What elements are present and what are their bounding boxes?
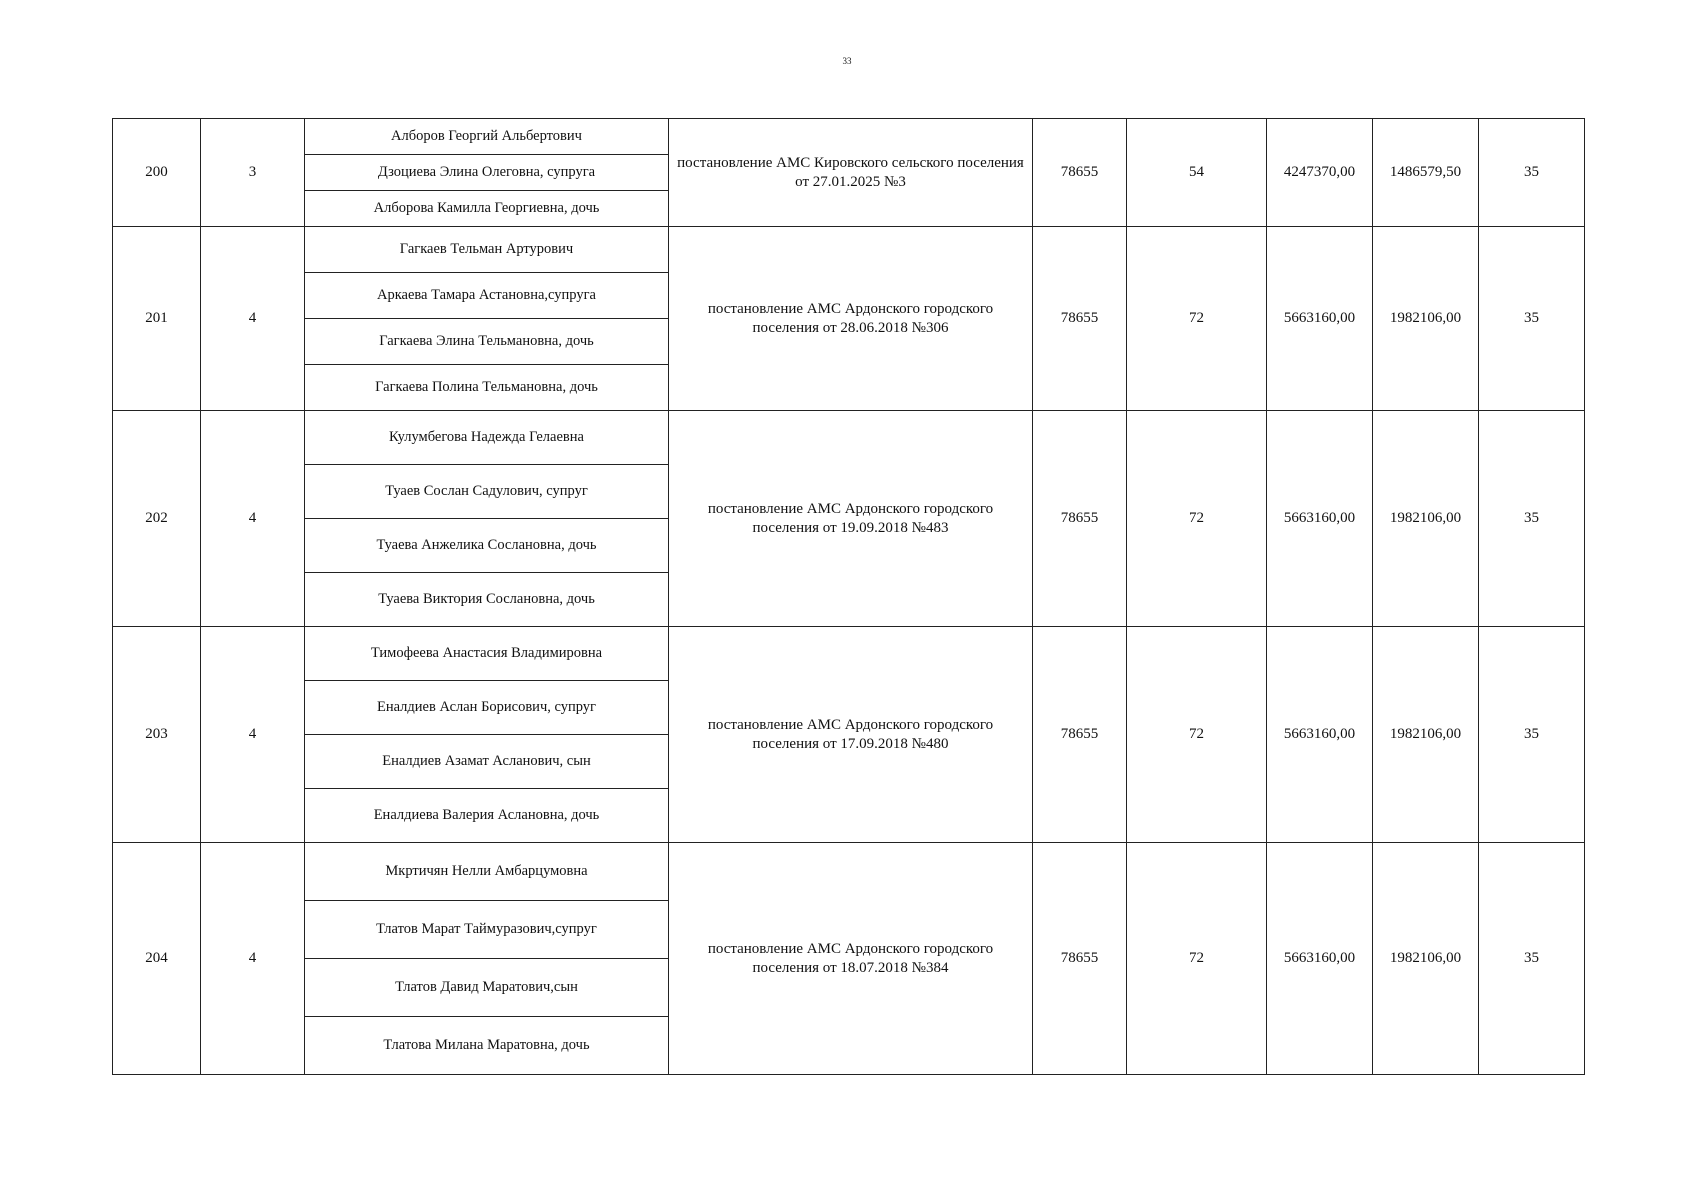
family-size: 4: [201, 411, 305, 627]
total-cost: 5663160,00: [1267, 411, 1373, 627]
family-size: 4: [201, 843, 305, 1075]
price-per-sqm: 78655: [1033, 227, 1127, 411]
family-member: Гагкаева Элина Тельмановна, дочь: [305, 319, 669, 365]
family-member: Гагкаева Полина Тельмановна, дочь: [305, 365, 669, 411]
row-number: 202: [113, 411, 201, 627]
total-cost: 5663160,00: [1267, 227, 1373, 411]
family-member: Еналдиева Валерия Аслановна, дочь: [305, 789, 669, 843]
family-size: 3: [201, 119, 305, 227]
area: 54: [1127, 119, 1267, 227]
family-member: Дзоциева Элина Олеговна, супруга: [305, 155, 669, 191]
total-cost: 5663160,00: [1267, 843, 1373, 1075]
subsidy-percent: 35: [1479, 411, 1585, 627]
basis-document: постановление АМС Ардонского городского поселения от 19.09.2018 №483: [669, 411, 1033, 627]
registry-body: [113, 119, 1585, 1075]
table-row: [113, 411, 1585, 465]
subsidy-amount: 1982106,00: [1373, 843, 1479, 1075]
subsidy-amount: 1486579,50: [1373, 119, 1479, 227]
family-member: Гагкаев Тельман Артурович: [305, 227, 669, 273]
total-cost: 5663160,00: [1267, 627, 1373, 843]
table-row: [113, 119, 1585, 155]
subsidy-amount: 1982106,00: [1373, 227, 1479, 411]
family-size: 4: [201, 227, 305, 411]
family-member: Тлатова Милана Маратовна, дочь: [305, 1017, 669, 1075]
family-member: Мкртичян Нелли Амбарцумовна: [305, 843, 669, 901]
area: 72: [1127, 627, 1267, 843]
family-member: Еналдиев Азамат Асланович, сын: [305, 735, 669, 789]
basis-document: постановление АМС Ардонского городского поселения от 17.09.2018 №480: [669, 627, 1033, 843]
subsidy-amount: 1982106,00: [1373, 411, 1479, 627]
family-member: Туаева Анжелика Сослановна, дочь: [305, 519, 669, 573]
price-per-sqm: 78655: [1033, 843, 1127, 1075]
row-number: 201: [113, 227, 201, 411]
family-member: Алборов Георгий Альбертович: [305, 119, 669, 155]
total-cost: 4247370,00: [1267, 119, 1373, 227]
family-member: Тимофеева Анастасия Владимировна: [305, 627, 669, 681]
subsidy-percent: 35: [1479, 227, 1585, 411]
family-size: 4: [201, 627, 305, 843]
family-member: Аркаева Тамара Астановна,супруга: [305, 273, 669, 319]
table-row: [113, 227, 1585, 273]
price-per-sqm: 78655: [1033, 627, 1127, 843]
row-number: 204: [113, 843, 201, 1075]
registry-table: [112, 118, 1585, 1075]
basis-document: постановление АМС Кировского сельского поселения от 27.01.2025 №3: [669, 119, 1033, 227]
family-member: Тлатов Давид Маратович,сын: [305, 959, 669, 1017]
area: 72: [1127, 227, 1267, 411]
family-member: Кулумбегова Надежда Гелаевна: [305, 411, 669, 465]
subsidy-percent: 35: [1479, 119, 1585, 227]
table-row: [113, 627, 1585, 681]
family-member: Тлатов Марат Таймуразович,супруг: [305, 901, 669, 959]
family-member: Туаева Виктория Сослановна, дочь: [305, 573, 669, 627]
family-member: Еналдиев Аслан Борисович, супруг: [305, 681, 669, 735]
family-member: Алборова Камилла Георгиевна, дочь: [305, 191, 669, 227]
page-number: 33: [842, 56, 852, 66]
subsidy-percent: 35: [1479, 627, 1585, 843]
price-per-sqm: 78655: [1033, 119, 1127, 227]
basis-document: постановление АМС Ардонского городского поселения от 28.06.2018 №306: [669, 227, 1033, 411]
subsidy-percent: 35: [1479, 843, 1585, 1075]
price-per-sqm: 78655: [1033, 411, 1127, 627]
row-number: 203: [113, 627, 201, 843]
area: 72: [1127, 411, 1267, 627]
table-row: [113, 843, 1585, 901]
row-number: 200: [113, 119, 201, 227]
area: 72: [1127, 843, 1267, 1075]
subsidy-amount: 1982106,00: [1373, 627, 1479, 843]
basis-document: постановление АМС Ардонского городского поселения от 18.07.2018 №384: [669, 843, 1033, 1075]
family-member: Туаев Сослан Садулович, супруг: [305, 465, 669, 519]
